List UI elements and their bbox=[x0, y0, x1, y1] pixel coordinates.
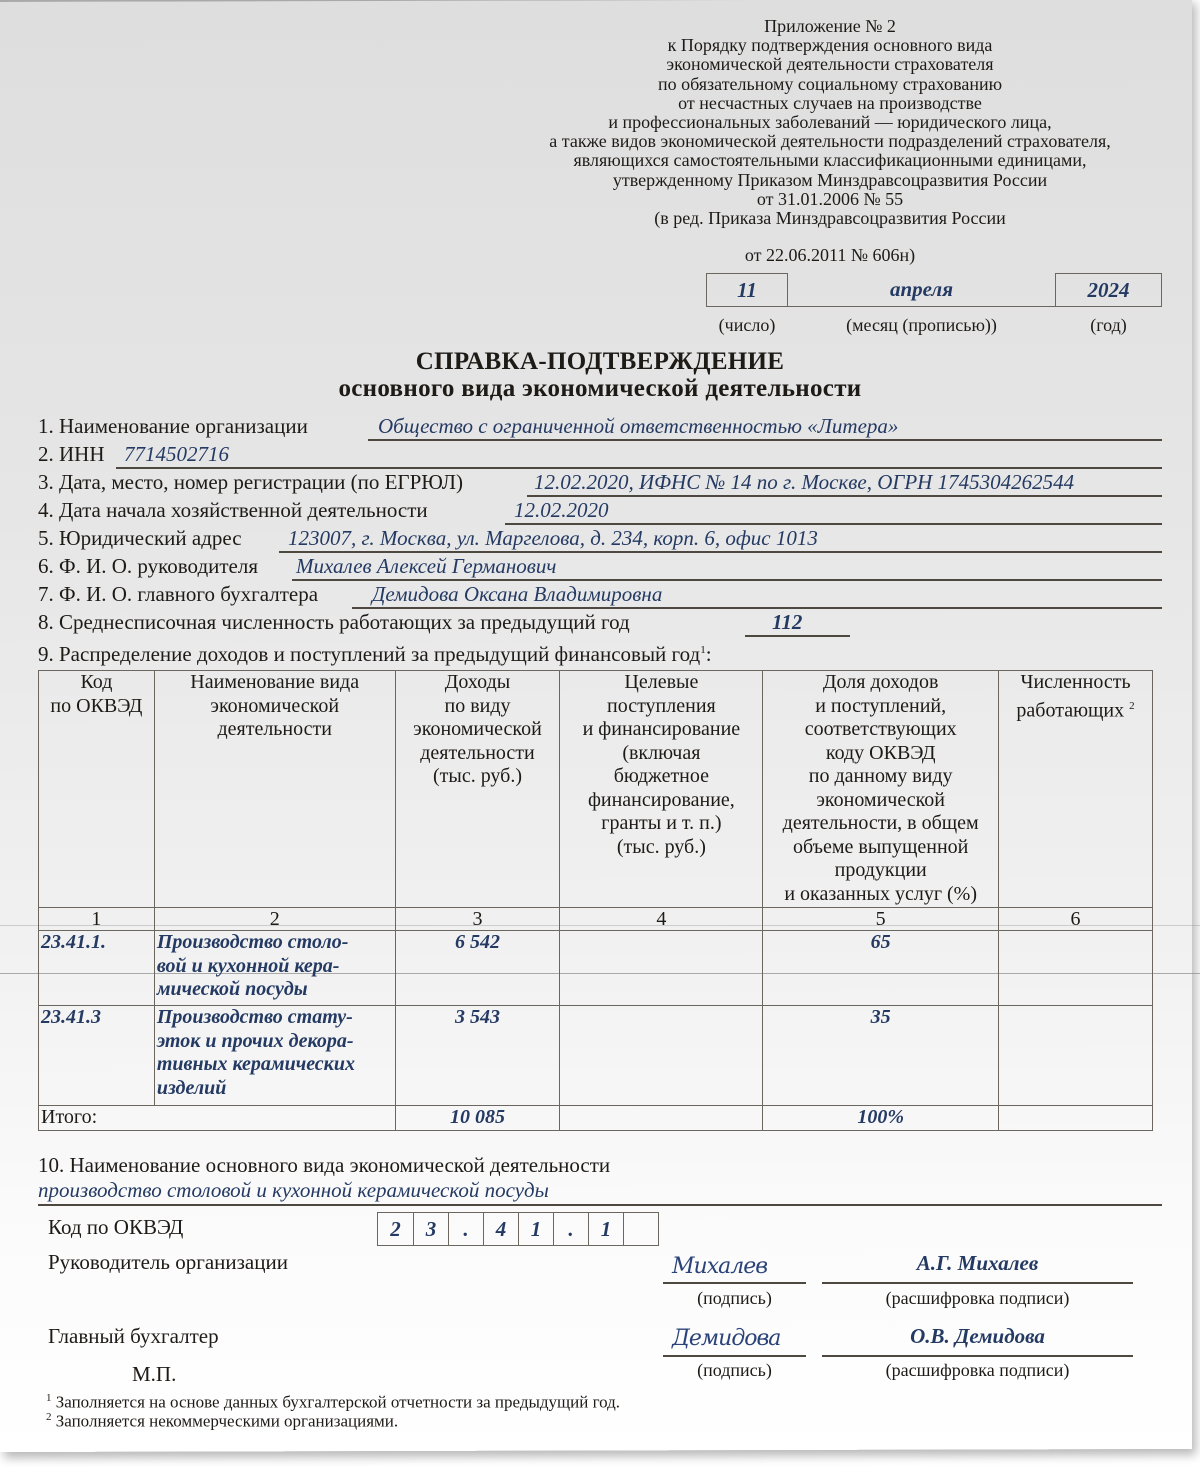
appendix-line: от 22.06.2011 № 606н) bbox=[744, 245, 916, 266]
table-row bbox=[39, 1006, 1153, 1106]
okved-digit-cell[interactable]: 1 bbox=[588, 1213, 623, 1245]
footnote-mark: 1 bbox=[700, 644, 706, 656]
okved-digit-cell[interactable]: . bbox=[448, 1213, 483, 1245]
date-month-caption: (месяц (прописью)) bbox=[846, 315, 997, 335]
table-total-row bbox=[39, 1106, 1153, 1131]
accountant-name-field[interactable]: О.В. Демидова bbox=[910, 1324, 1045, 1348]
registration-field[interactable]: 12.02.2020, ИФНС № 14 по г. Москве, ОГРН 1745304262544 bbox=[534, 470, 1075, 494]
stamp-placeholder: М.П. bbox=[132, 1362, 177, 1386]
head-name-field[interactable]: А.Г. Михалев bbox=[916, 1251, 1039, 1275]
total-label: Итого: bbox=[39, 1106, 396, 1131]
decode-caption: (расшифровка подписи) bbox=[885, 1288, 1070, 1308]
header-income: Доходы по виду экономической деятельности (тыс. руб.) bbox=[395, 671, 560, 908]
okved-digit-cell[interactable] bbox=[623, 1213, 658, 1245]
okved-digit-cell[interactable]: 2 bbox=[390, 1217, 401, 1241]
total-employees-cell[interactable] bbox=[999, 1106, 1153, 1131]
column-number-row: 1 2 3 4 5 6 bbox=[39, 908, 1153, 931]
field-label-activity-start: 4. Дата начала хозяйственной деятельности bbox=[38, 498, 428, 522]
section10-label: 10. Наименование основного вида экономической деятельности bbox=[38, 1153, 611, 1177]
document-title: СПРАВКА-ПОДТВЕРЖДЕНИЕ bbox=[415, 348, 785, 375]
income-share-cell[interactable]: 35 bbox=[763, 1006, 999, 1106]
appendix-line: экономической деятельности страхователя bbox=[666, 54, 994, 75]
main-activity-field[interactable]: производство столовой и кухонной керамической посуды bbox=[38, 1178, 549, 1202]
income-share-cell[interactable]: 65 bbox=[763, 931, 999, 1006]
targeted-funding-cell[interactable] bbox=[560, 1006, 763, 1106]
date-day-field[interactable]: 11 bbox=[706, 273, 788, 307]
header-targeted-funding: Целевые поступления и финансирование (включая бюджетное финансирование, гранты и т. п.) (тыс. руб.) bbox=[560, 671, 763, 908]
activity-name-cell[interactable]: Производство столо- вой и кухонной кера- мической посуды bbox=[154, 931, 395, 1006]
signature-caption: (подпись) bbox=[697, 1288, 772, 1308]
date-year-caption: (год) bbox=[1090, 315, 1127, 335]
okved-code-boxes[interactable] bbox=[377, 1212, 659, 1246]
okved-code-label: Код по ОКВЭД bbox=[48, 1215, 184, 1239]
accountant-signature[interactable]: Демидова bbox=[672, 1326, 781, 1351]
activity-name-cell[interactable]: Производство стату- эток и прочих декора- тивных керамических изделий bbox=[154, 1006, 395, 1106]
appendix-line: Приложение № 2 bbox=[764, 16, 896, 36]
field-label-legal-address: 5. Юридический адрес bbox=[38, 526, 242, 550]
header-okved-code: Код по ОКВЭД bbox=[39, 671, 155, 908]
header-income-share: Доля доходов и поступлений, соответствующих коду ОКВЭД по данному виду экономической деятельности, в общем объеме выпущенной продукции и оказанных услуг (%) bbox=[763, 671, 999, 908]
legal-address-field[interactable]: 123007, г. Москва, ул. Маргелова, д. 234, корп. 6, офис 1013 bbox=[288, 526, 818, 550]
footnote-2: $^2$ Заполняется некоммерческими организациями. bbox=[46, 1411, 399, 1431]
field-label-registration: 3. Дата, место, номер регистрации (по ЕГРЮЛ) bbox=[38, 470, 464, 494]
activity-start-field[interactable]: 12.02.2020 bbox=[514, 498, 609, 522]
table-header-row bbox=[39, 671, 1153, 908]
director-field[interactable]: Михалев Алексей Германович bbox=[296, 554, 557, 578]
appendix-line: (в ред. Приказа Минздравсоцразвития России bbox=[654, 208, 1006, 229]
okved-digit-cell[interactable]: 1 bbox=[518, 1213, 553, 1245]
chief-accountant-field[interactable]: Демидова Оксана Владимировна bbox=[372, 582, 663, 606]
employees-cell[interactable] bbox=[999, 1006, 1153, 1106]
appendix-line: к Порядку подтверждения основного вида bbox=[667, 35, 993, 56]
appendix-header bbox=[480, 17, 1180, 265]
org-name-field[interactable]: Общество с ограниченной ответственностью «Литера» bbox=[378, 414, 899, 438]
targeted-funding-cell[interactable] bbox=[560, 931, 763, 1006]
headcount-field[interactable]: 112 bbox=[772, 610, 803, 634]
income-cell[interactable]: 6 542 bbox=[395, 931, 560, 1006]
table-row bbox=[39, 931, 1153, 1006]
okved-digit-cell[interactable]: 3 bbox=[413, 1213, 448, 1245]
field-label-headcount: 8. Среднесписочная численность работающих за предыдущий год bbox=[38, 610, 630, 634]
field-label-org-name: 1. Наименование организации bbox=[38, 414, 308, 438]
appendix-line: от несчастных случаев на производстве bbox=[678, 92, 982, 113]
appendix-line: от 31.01.2006 № 55 bbox=[756, 188, 904, 209]
appendix-line: являющихся самостоятельными классификационными единицами, bbox=[573, 150, 1087, 171]
date-month-field[interactable]: апреля bbox=[788, 273, 1055, 307]
okved-code-cell[interactable]: 23.41.1. bbox=[39, 931, 155, 1006]
inn-field[interactable]: 7714502716 bbox=[124, 442, 229, 466]
header-activity-name: Наименование вида экономической деятельности bbox=[154, 671, 395, 908]
footnote-mark: 2 bbox=[1129, 699, 1135, 712]
okved-digit-cell[interactable]: 4 bbox=[483, 1213, 518, 1245]
header-employees: Численность работающих $^2$ bbox=[999, 671, 1153, 908]
okved-code-cell[interactable]: 23.41.3 bbox=[39, 1006, 155, 1106]
employees-cell[interactable] bbox=[999, 931, 1153, 1006]
total-income-cell[interactable]: 10 085 bbox=[395, 1106, 560, 1131]
footnote-1: $^1$ Заполняется на основе данных бухгалтерской отчетности за предыдущий год. bbox=[46, 1392, 621, 1412]
total-targeted-cell[interactable] bbox=[560, 1106, 763, 1131]
income-distribution-table bbox=[38, 670, 1153, 1131]
appendix-line: утвержденному Приказом Минздравсоцразвития России bbox=[612, 169, 1048, 190]
section9-label: 9. Распределение доходов и поступлений за предыдущий финансовый год$^1$: bbox=[38, 642, 712, 666]
okved-digit-cell[interactable]: . bbox=[553, 1213, 588, 1245]
head-signature[interactable]: Михалев bbox=[672, 1254, 768, 1279]
appendix-line: по обязательному социальному страхованию bbox=[657, 73, 1003, 94]
field-label-director: 6. Ф. И. О. руководителя bbox=[38, 554, 259, 578]
signature-caption: (подпись) bbox=[697, 1360, 772, 1380]
head-label: Руководитель организации bbox=[48, 1250, 288, 1274]
appendix-line: и профессиональных заболеваний — юридического лица, bbox=[608, 112, 1052, 133]
date-year-field[interactable]: 2024 bbox=[1055, 273, 1162, 307]
decode-caption: (расшифровка подписи) bbox=[885, 1360, 1070, 1380]
accountant-label: Главный бухгалтер bbox=[48, 1324, 219, 1348]
income-cell[interactable]: 3 543 bbox=[395, 1006, 560, 1106]
date-day-caption: (число) bbox=[718, 315, 776, 335]
total-share-cell[interactable]: 100% bbox=[763, 1106, 999, 1131]
field-label-inn: 2. ИНН bbox=[38, 442, 105, 466]
appendix-line: а также видов экономической деятельности подразделений страхователя, bbox=[549, 131, 1111, 152]
field-label-chief-accountant: 7. Ф. И. О. главного бухгалтера bbox=[38, 582, 319, 606]
document-subtitle: основного вида экономической деятельности bbox=[338, 375, 862, 402]
